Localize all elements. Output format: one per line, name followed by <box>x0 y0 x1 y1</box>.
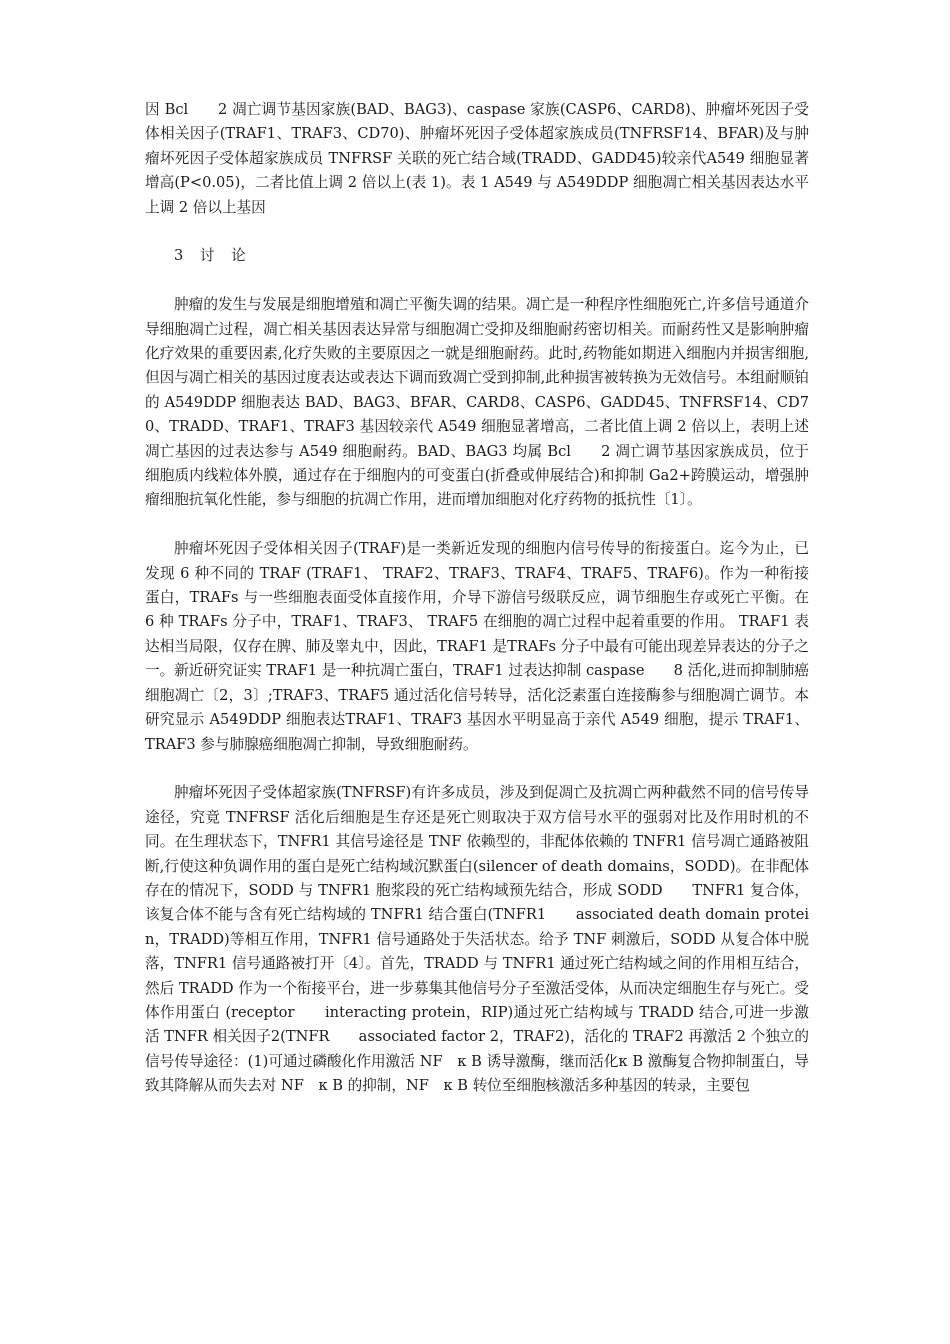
paragraph-spacer <box>145 757 809 781</box>
paragraph-discussion-2: 肿瘤坏死因子受体相关因子(TRAF)是一类新近发现的细胞内信号传导的衔接蛋白。迄今为止，已发现 6 种不同的 TRAF (TRAF1、 TRAF2、TRAF3、TRAF4、TRAF5、TRAF6)。作为一种衔接蛋白，TRAFs 与一些细胞表面受体直接作用，介导下游信号级联反应，调节细胞生存或死亡平衡。在 6 种 TRAFs 分子中，TRAF1、TRAF3、 TRAF5 在细胞的凋亡过程中起着重要的作用。 TRAF1 表达相当局限，仅存在脾、肺及睾丸中，因此，TRAF1 是TRAFs 分子中最有可能出现差异表达的分子之一。新近研究证实 TRAF1 是一种抗凋亡蛋白，TRAF1 过表达抑制 caspase 8 活化,进而抑制肺癌细胞凋亡〔2，3〕;TRAF3、TRAF5 通过活化信号转导，活化泛素蛋白连接酶参与细胞凋亡调节。本研究显示 A549DDP 细胞表达TRAF1、TRAF3 基因水平明显高于亲代 A549 细胞，提示 TRAF1、TRAF3 参与肺腺癌细胞凋亡抑制，导致细胞耐药。 <box>145 540 809 753</box>
paragraph-discussion-3: 肿瘤坏死因子受体超家族(TNFRSF)有许多成员，涉及到促凋亡及抗凋亡两种截然不同的信号传导途径，究竟 TNFRSF 活化后细胞是生存还是死亡则取决于双方信号水平的强弱对比及作用时机的不同。在生理状态下，TNFR1 其信号途径是 TNF 依赖型的，非配体依赖的 TNFR1 信号凋亡通路被阻断,行使这种负调作用的蛋白是死亡结构域沉默蛋白(silencer of death domains，SODD)。在非配体存在的情况下，SODD 与 TNFR1 胞浆段的死亡结构域预先结合，形成 SODD TNFR1 复合体，该复合体不能与含有死亡结构域的 TNFR1 结合蛋白(TNFR1 associated death domain protein，TRADD)等相互作用，TNFR1 信号通路处于失活状态。给予 TNF 刺激后，SODD 从复合体中脱落，TNFR1 信号通路被打开〔4〕。首先，TRADD 与 TNFR1 通过死亡结构域之间的作用相互结合，然后 TRADD 作为一个衔接平台，进一步募集其他信号分子至激活受体，从而决定细胞生存与死亡。受体作用蛋白 (receptor interacting protein，RIP)通过死亡结构域与 TRADD 结合,可进一步激活 TNFR 相关因子2(TNFR associated factor 2，TRAF2)，活化的 TRAF2 再激活 2 个独立的信号传导途径：(1)可通过磷酸化作用激活 NF κ B 诱导激酶，继而活化κ B 激酶复合物抑制蛋白，导致其降解从而失去对 NF κ B 的抑制，NF κ B 转位至细胞核激活多种基因的转录，主要包 <box>145 784 809 1095</box>
paragraph-discussion-1: 肿瘤的发生与发展是细胞增殖和凋亡平衡失调的结果。凋亡是一种程序性细胞死亡,许多信号通道介导细胞凋亡过程，凋亡相关基因表达异常与细胞凋亡受抑及细胞耐药密切相关。而耐药性又是影响肿瘤化疗效果的重要因素,化疗失败的主要原因之一就是细胞耐药。此时,药物能如期进入细胞内并损害细胞,但因与凋亡相关的基因过度表达或表达下调而致凋亡受到抑制,此种损害被转换为无效信号。本组耐顺铂的 A549DDP 细胞表达 BAD、BAG3、BFAR、CARD8、CASP6、GADD45、TNFRSF14、CD70、TRADD、TRAF1、TRAF3 基因较亲代 A549 细胞显著增高，二者比值上调 2 倍以上，表明上述凋亡基因的过表达参与 A549 细胞耐药。BAD、BAG3 均属 Bcl 2 凋亡调节基因家族成员，位于细胞质内线粒体外膜，通过存在于细胞内的可变蛋白(折叠或伸展结合)和抑制 Ga2+跨膜运动，增强肿瘤细胞抗氧化性能，参与细胞的抗凋亡作用，进而增加细胞对化疗药物的抵抗性〔1〕。 <box>145 296 809 509</box>
paragraph-results-continued: 因 Bcl 2 凋亡调节基因家族(BAD、BAG3)、caspase 家族(CASP6、CARD8)、肿瘤坏死因子受体相关因子(TRAF1、TRAF3、CD70)、肿瘤坏死因子受体超家族成员(TNFRSF14、BFAR)及与肿瘤坏死因子受体超家族成员 TNFRSF 关联的死亡结合域(TRADD、GADD45)较亲代A549 细胞显著增高(P<0.05)，二者比值上调 2 倍以上(表 1)。表 1 A549 与 A549DDP 细胞凋亡相关基因表达水平上调 2 倍以上基因 <box>145 101 809 216</box>
paragraph-spacer <box>145 220 809 244</box>
document-body <box>145 98 809 1099</box>
section-heading-discussion: 3 讨 论 <box>174 247 252 265</box>
paragraph-spacer <box>145 513 809 537</box>
paragraph-spacer <box>145 269 809 293</box>
